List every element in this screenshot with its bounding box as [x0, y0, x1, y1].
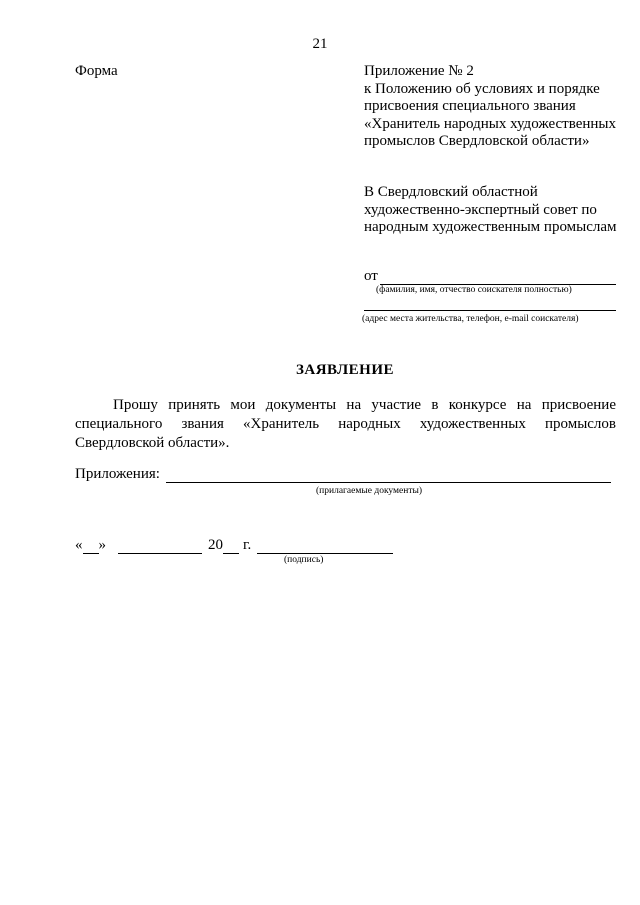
- form-label: Форма: [75, 63, 118, 79]
- year-field-line[interactable]: [223, 539, 239, 554]
- day-field-line[interactable]: [83, 539, 99, 554]
- signature-hint: (подпись): [284, 555, 324, 565]
- document-title: ЗАЯВЛЕНИЕ: [295, 362, 395, 378]
- page-number: 21: [312, 36, 328, 52]
- from-prefix: от: [364, 268, 378, 284]
- name-hint: (фамилия, имя, отчество соискателя полностью): [376, 285, 572, 295]
- attachments-label: Приложения:: [75, 466, 160, 482]
- open-quote: «: [75, 537, 83, 553]
- appendix-block: [364, 63, 626, 151]
- attachments-hint: (прилагаемые документы): [316, 486, 423, 496]
- appendix-text: к Положению об условиях и порядке присвоения специального звания «Хранитель народных художественных промыслов Свердловской области»: [364, 80, 617, 149]
- name-field-line[interactable]: [380, 270, 616, 285]
- year-suffix: г.: [243, 537, 252, 553]
- recipient-block: В Свердловский областной художественно-экспертный совет по народным художественным промыслам: [364, 184, 617, 235]
- month-field-line[interactable]: [118, 539, 202, 554]
- close-quote: »: [98, 537, 106, 553]
- appendix-title: Приложение № 2: [364, 63, 474, 79]
- year-prefix: 20: [208, 537, 223, 553]
- from-row: [364, 268, 616, 285]
- attachments-row: [75, 466, 611, 483]
- address-hint: (адрес места жительства, телефон, e-mail соискателя): [362, 314, 579, 324]
- date-signature-row: [75, 537, 393, 554]
- address-field-line[interactable]: [364, 310, 616, 311]
- application-text: Прошу принять мои документы на участие в конкурсе на присвоение специального звания «Хранитель народных художественных промыслов Свердловской области».: [75, 397, 616, 451]
- attachments-field-line[interactable]: [166, 468, 611, 483]
- signature-field-line[interactable]: [257, 539, 393, 554]
